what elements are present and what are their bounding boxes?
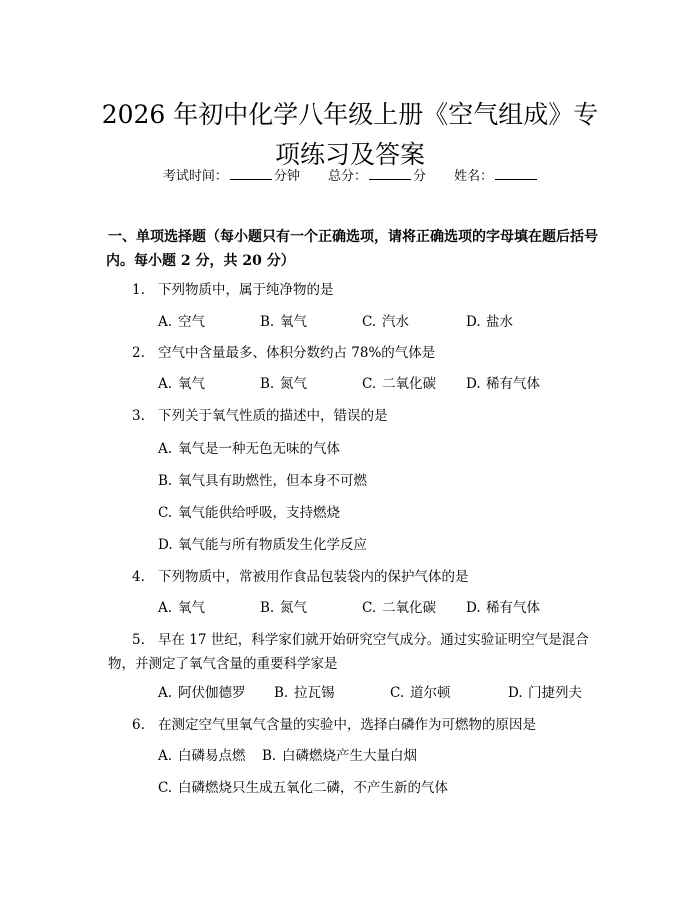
- option-letter: B.: [262, 748, 277, 764]
- option-text: 门捷列夫: [528, 685, 582, 701]
- option-b[interactable]: [262, 746, 417, 766]
- total-score-field: [328, 167, 426, 187]
- student-name-field: [454, 167, 537, 187]
- option-text: 盐水: [486, 314, 513, 330]
- student-name-label: 姓名：: [454, 169, 494, 184]
- option-text: 氧气具有助燃性，但本身不可燃: [178, 473, 367, 489]
- option-text: 氧气能供给呼吸，支持燃烧: [178, 505, 340, 521]
- option-text: 氧气是一种无色无味的气体: [178, 441, 340, 457]
- option-text: 阿伏伽德罗: [178, 685, 246, 701]
- option-letter: C.: [390, 685, 405, 701]
- option-text: 氮气: [280, 376, 307, 392]
- option-letter: A.: [158, 685, 173, 701]
- question-5-continuation: [108, 654, 608, 674]
- question-text: 下列物质中，属于纯净物的是: [158, 282, 334, 298]
- option-letter: D.: [158, 537, 173, 553]
- question-4: [132, 567, 612, 587]
- option-letter: C.: [362, 314, 377, 330]
- option-text: 二氧化碳: [382, 600, 436, 616]
- option-text: 稀有气体: [486, 376, 540, 392]
- option-letter: A.: [158, 376, 173, 392]
- option-c[interactable]: [362, 598, 436, 618]
- option-b[interactable]: [158, 471, 367, 491]
- option-text: 白磷燃烧只生成五氧化二磷，不产生新的气体: [178, 780, 448, 796]
- option-c[interactable]: [158, 778, 448, 798]
- question-3: [132, 406, 612, 426]
- total-score-blank[interactable]: [369, 167, 411, 180]
- option-letter: B.: [158, 473, 173, 489]
- option-letter: B.: [260, 314, 275, 330]
- question-number: 4.: [132, 569, 145, 585]
- option-text: 道尔顿: [410, 685, 451, 701]
- exam-time-label: 考试时间：: [162, 169, 228, 184]
- option-text: 白磷燃烧产生大量白烟: [282, 748, 417, 764]
- question-number: 3.: [132, 408, 145, 424]
- option-b[interactable]: [274, 683, 335, 703]
- question-text-line-2: 物，并测定了氧气含量的重要科学家是: [108, 656, 338, 672]
- question-number: 2.: [132, 345, 145, 361]
- question-text: 空气中含量最多、体积分数约占 78%的气体是: [158, 345, 436, 361]
- option-text: 空气: [178, 314, 205, 330]
- title-line-2: 项练习及答案: [274, 139, 425, 169]
- option-d[interactable]: [466, 374, 540, 394]
- question-5: [132, 630, 608, 650]
- option-text: 稀有气体: [486, 600, 540, 616]
- option-letter: A.: [158, 314, 173, 330]
- option-a[interactable]: [158, 598, 205, 618]
- total-score-label: 总分：: [327, 169, 367, 184]
- exam-time-unit: 分钟: [273, 169, 300, 184]
- option-letter: A.: [158, 748, 173, 764]
- option-letter: D.: [508, 685, 523, 701]
- option-a[interactable]: [158, 746, 246, 766]
- question-text: 下列物质中，常被用作食品包装袋内的保护气体的是: [158, 569, 469, 585]
- option-letter: A.: [158, 441, 173, 457]
- option-letter: B.: [260, 600, 275, 616]
- option-letter: A.: [158, 600, 173, 616]
- option-a[interactable]: [158, 439, 340, 459]
- option-letter: C.: [158, 780, 173, 796]
- option-text: 拉瓦锡: [294, 685, 335, 701]
- option-a[interactable]: [158, 374, 205, 394]
- option-text: 二氧化碳: [382, 376, 436, 392]
- section-heading: [108, 225, 628, 273]
- section-heading-line-2: 内。每小题 2 分，共 20 分）: [106, 253, 295, 269]
- option-text: 氧气: [280, 314, 307, 330]
- question-text-line-1: 早在 17 世纪，科学家们就开始研究空气成分。通过实验证明空气是混合: [158, 632, 589, 648]
- option-d[interactable]: [158, 535, 367, 555]
- section-heading-line-1: 一、单项选择题（每小题只有一个正确选项，请将正确选项的字母填在题后括号: [108, 229, 598, 245]
- option-letter: B.: [260, 376, 275, 392]
- option-letter: B.: [274, 685, 289, 701]
- question-text: 在测定空气里氧气含量的实验中，选择白磷作为可燃物的原因是: [158, 717, 536, 733]
- option-c[interactable]: [158, 503, 340, 523]
- option-letter: D.: [466, 600, 481, 616]
- question-1: [132, 280, 612, 300]
- option-b[interactable]: [260, 374, 307, 394]
- option-text: 氧气: [178, 600, 205, 616]
- option-c[interactable]: [362, 312, 409, 332]
- option-text: 氧气能与所有物质发生化学反应: [178, 537, 367, 553]
- question-6: [132, 715, 612, 735]
- exam-info-row: [0, 167, 700, 187]
- total-score-unit: 分: [413, 169, 427, 184]
- option-letter: D.: [466, 314, 481, 330]
- student-name-blank[interactable]: [495, 167, 537, 180]
- option-c[interactable]: [390, 683, 451, 703]
- option-a[interactable]: [158, 312, 205, 332]
- exam-time-blank[interactable]: [230, 167, 272, 180]
- option-a[interactable]: [158, 683, 246, 703]
- question-number: 1.: [132, 282, 145, 298]
- option-text: 氮气: [280, 600, 307, 616]
- option-b[interactable]: [260, 598, 307, 618]
- option-letter: C.: [362, 376, 377, 392]
- question-text: 下列关于氧气性质的描述中，错误的是: [158, 408, 388, 424]
- option-letter: D.: [466, 376, 481, 392]
- question-2: [132, 343, 612, 363]
- question-number: 5.: [132, 632, 145, 648]
- option-letter: C.: [362, 600, 377, 616]
- option-d[interactable]: [466, 312, 513, 332]
- option-text: 汽水: [382, 314, 409, 330]
- option-letter: C.: [158, 505, 173, 521]
- question-number: 6.: [132, 717, 145, 733]
- option-c[interactable]: [362, 374, 436, 394]
- option-b[interactable]: [260, 312, 307, 332]
- document-title: [60, 95, 640, 175]
- option-d[interactable]: [466, 598, 540, 618]
- option-d[interactable]: [508, 683, 582, 703]
- title-line-1: 2026 年初中化学八年级上册《空气组成》专: [101, 99, 599, 129]
- exam-time-field: [163, 167, 300, 187]
- option-text: 氧气: [178, 376, 205, 392]
- option-text: 白磷易点燃: [178, 748, 246, 764]
